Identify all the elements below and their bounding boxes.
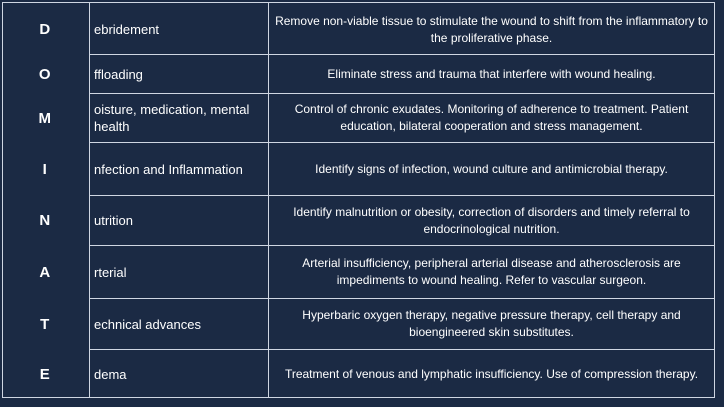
row-description: Hyperbaric oxygen therapy, negative pressure therapy, cell therapy and bioengineered skin substitutes. — [302, 308, 681, 339]
row-letter: M — [38, 109, 52, 127]
row-letter: E — [39, 365, 51, 383]
row-letter: D — [39, 21, 51, 38]
table-row-i — [0, 143, 724, 195]
row-description: Control of chronic exudates. Monitoring of adherence to treatment. Patient education, bilateral cooperation and stress management. — [294, 102, 689, 133]
row-divider — [89, 54, 715, 55]
row-term: echnical advances — [94, 316, 201, 332]
table-row-n — [0, 196, 724, 245]
row-description: Identify signs of infection, wound culture and antimicrobial therapy. — [315, 161, 668, 176]
row-letter: O — [38, 65, 52, 83]
row-term: nfection and Inflammation — [94, 161, 243, 177]
row-letter: T — [40, 315, 50, 333]
row-term: dema — [94, 366, 127, 382]
row-letter: I — [42, 160, 48, 178]
row-description: Identify malnutrition or obesity, correction of disorders and timely referral to endocrinological nutrition. — [293, 204, 690, 236]
table-row-a — [0, 246, 724, 298]
row-divider — [89, 93, 715, 94]
table-row-o — [0, 55, 724, 93]
row-divider — [89, 245, 715, 246]
row-term: ffloading — [94, 66, 143, 82]
column-divider — [89, 2, 90, 398]
row-description: Remove non-viable tissue to stimulate the wound to shift from the inflammatory to the proliferative phase. — [275, 13, 708, 45]
table-row-t — [0, 299, 724, 349]
row-term: utrition — [94, 213, 134, 228]
table-row-m — [0, 94, 724, 142]
row-letter: A — [39, 263, 51, 281]
row-term: rterial — [94, 264, 127, 280]
row-description: Arterial insufficiency, peripheral arterial disease and atherosclerosis are impediments to wound healing. Refer to vascular surgeon. — [302, 256, 681, 287]
row-divider — [89, 298, 715, 299]
row-term: ebridement — [94, 22, 160, 37]
column-divider — [268, 2, 269, 398]
table-row-e — [0, 350, 724, 398]
row-divider — [89, 349, 715, 350]
row-description: Eliminate stress and trauma that interfere with wound healing. — [327, 66, 656, 81]
row-letter: N — [39, 212, 51, 229]
table-row-d — [0, 5, 724, 54]
row-term: oisture, medication, mental health — [94, 102, 250, 134]
row-divider — [89, 142, 715, 143]
row-description: Treatment of venous and lymphatic insufficiency. Use of compression therapy. — [284, 366, 699, 381]
row-divider — [89, 195, 715, 196]
